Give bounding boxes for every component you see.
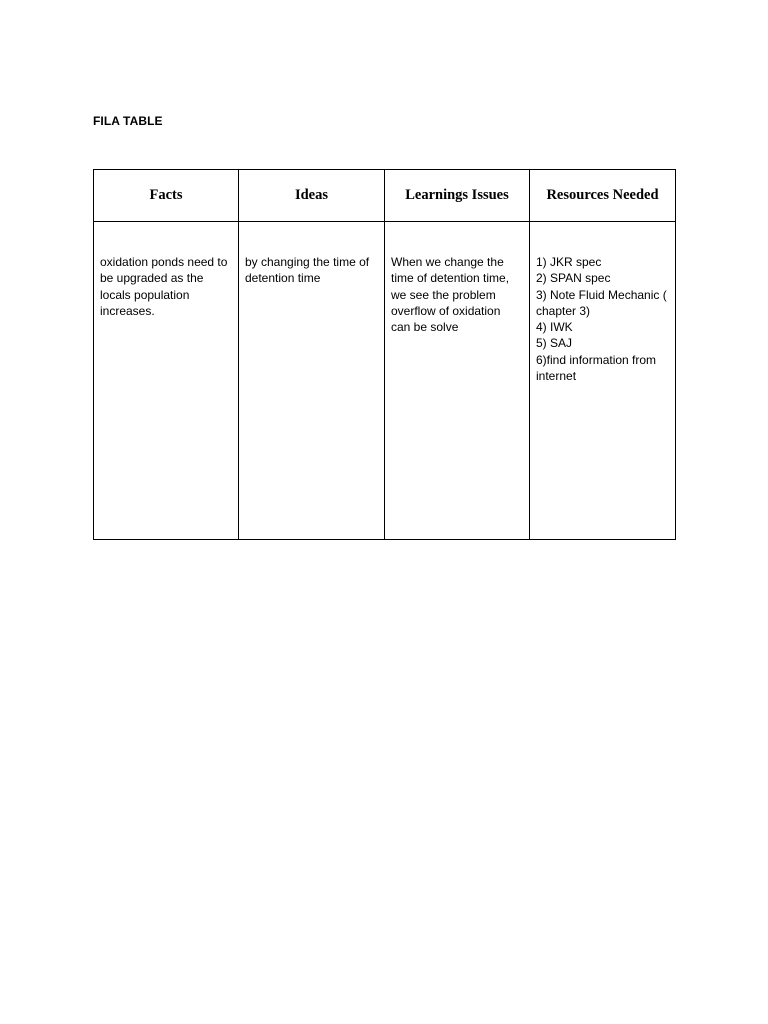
- resources-list: [536, 254, 669, 384]
- table-header-row: [94, 170, 676, 222]
- header-learning-issues: Learnings Issues: [385, 170, 530, 222]
- header-ideas: Ideas: [239, 170, 385, 222]
- list-item: 2) SPAN spec: [536, 271, 611, 286]
- header-facts: Facts: [94, 170, 239, 222]
- document-title: FILA TABLE: [93, 114, 163, 128]
- header-resources-needed: Resources Needed: [530, 170, 676, 222]
- cell-learning-issues: [385, 222, 530, 540]
- fila-table: [93, 169, 676, 540]
- ideas-text: by changing the time of detention time: [245, 255, 370, 286]
- table-row: [94, 222, 676, 540]
- list-item: 5) SAJ: [536, 336, 573, 351]
- cell-facts: [94, 222, 239, 540]
- list-item: 4) IWK: [536, 320, 573, 335]
- list-item: 1) JKR spec: [536, 255, 602, 269]
- learning-issues-text: When we change the time of detention time, we see the problem overflow of oxidation can be solve: [391, 255, 510, 335]
- list-item: 3) Note Fluid Mechanic ( chapter 3): [536, 287, 667, 318]
- cell-resources: [530, 222, 676, 540]
- cell-ideas: [239, 222, 385, 540]
- list-item: 6)find information from internet: [536, 352, 657, 384]
- facts-text: oxidation ponds need to be upgraded as the locals population increases.: [100, 255, 228, 318]
